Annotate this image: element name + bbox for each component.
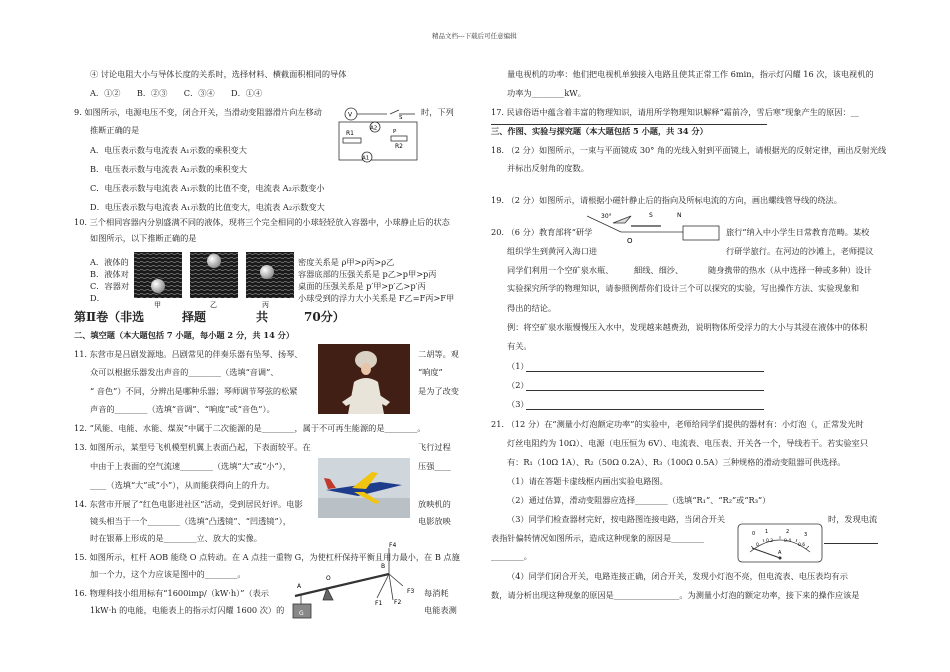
q21-line2: 灯丝电阻约为 10Ω）、电源（电压恒为 6V）、电流表、电压表、开关各一个，导线若干。若实验室只 bbox=[507, 438, 869, 448]
q20-line5: 得出的结论。 bbox=[507, 303, 557, 313]
q19: 19. （2 分）如图所示，请根据小磁针静止后的指向及所标电流的方向，画出螺线管导线的绕法。 bbox=[491, 195, 842, 205]
lever-label-g: G bbox=[299, 610, 304, 617]
q9-text2: 推断正确的是 bbox=[90, 125, 140, 135]
q13-line2: 中由于上表面的空气流速________（选填“大”或“小”）， bbox=[90, 461, 291, 471]
lever-label-b: B bbox=[381, 563, 386, 570]
part2-title-c: 共 bbox=[256, 310, 269, 324]
q11-line3-end: 是为了改变 bbox=[418, 386, 459, 396]
lever-label-o: O bbox=[326, 575, 331, 582]
cup-label-yi: 乙 bbox=[210, 301, 217, 308]
mirror-magnet-figure bbox=[585, 206, 725, 246]
q14-line1: 14. 东营市开展了“红色电影进社区”活动，受到居民好评。电影 bbox=[74, 499, 303, 509]
q11-line2-end: “响度” bbox=[418, 367, 443, 377]
q21-step3-line3: ________。 bbox=[491, 551, 532, 561]
q15-line1: 15. 如图所示，杠杆 AOB 能绕 O 点转动。在 A 点挂一重物 G，为使杠杆保持平衡且用力最小，在 B 点施 bbox=[74, 552, 460, 562]
q20-example2: 有关。 bbox=[507, 341, 532, 351]
q20-line2: 组织学生到黄河入海口进 bbox=[507, 246, 598, 256]
q21-line1: 21. （12 分）在“测量小灯泡额定功率”的实验中，老师给同学们提供的器材有：小灯泡（，正常发光时 bbox=[491, 419, 864, 429]
q20-line3-mid: 細线、细沙、 bbox=[634, 265, 684, 275]
q14-line1-end: 放映机的 bbox=[418, 499, 451, 509]
ammeter-scale-0: 0 bbox=[756, 543, 759, 548]
q20-blank2-label: （2） bbox=[507, 380, 529, 390]
lever-label-a: A bbox=[297, 583, 302, 590]
q10-option-a-end: 密度关系是 ρ甲>ρ丙>ρ乙 bbox=[298, 257, 395, 267]
q11-line1: 11. 东营市是吕剧发源地。吕剧常见的伴奏乐器有坠琴、扬琴、 bbox=[74, 349, 303, 359]
cup-label-bing: 丙 bbox=[262, 301, 269, 308]
ammeter-figure bbox=[736, 522, 824, 566]
ball-yi bbox=[207, 254, 221, 268]
q8-options: A．①② B．②③ C．③④ D．①④ bbox=[90, 88, 263, 98]
circuit-label-a2: A2 bbox=[370, 125, 378, 132]
q21-step3-line2: 表指针偏转情况如图所示，造成这种现象的原因是________ bbox=[491, 533, 704, 543]
q21-step2: （2）通过估算，滑动变阻器应选择________（选填“R₁”、“R₂”或“R₃”） bbox=[507, 495, 771, 505]
containers-figure bbox=[134, 248, 300, 308]
q9-option-d: D．电压表示数与电流表 A₁示数的比值变大，电流表 A₂示数变大 bbox=[90, 202, 325, 212]
ammeter-top-1: 1 bbox=[765, 529, 769, 535]
q12: 12. “风能、电能、水能、煤炭”中属于二次能源的是________，属于不可再生能源的是________。 bbox=[74, 423, 426, 433]
q9-text1: 9. 如图所示，电源电压不变，闭合开关，当滑动变阻器滑片向左移动 bbox=[74, 107, 322, 117]
q9-option-a: A．电压表示数与电流表 A₁示数的乘积变大 bbox=[90, 145, 247, 155]
part2-title-b: 择题 bbox=[182, 310, 207, 324]
magnet-label-n: N bbox=[677, 212, 682, 219]
q10-option-b-start: B．液体对 bbox=[90, 269, 129, 279]
cup-label-jia: 甲 bbox=[154, 301, 161, 308]
q10-option-c-end: 桌面的压强关系是 p′甲>p′乙>p′丙 bbox=[298, 281, 426, 291]
lever-label-f2: F2 bbox=[394, 599, 402, 606]
circuit-label-a1: A1 bbox=[362, 155, 370, 162]
q13-line3: ____（选填“大”或“小”），从而能获得向上的升力。 bbox=[90, 480, 275, 490]
q8-item4: ④ 讨论电阻大小与导体长度的关系时，选择材料、横截面积相同的导体 bbox=[90, 69, 347, 79]
ammeter-top-3: 3 bbox=[804, 532, 808, 538]
q15-line2: 加一个力，这个力应该是图中的________。 bbox=[90, 569, 246, 579]
q10-text1: 10. 三个相同容器内分别盛满不同的液体，现将三个完全相同的小球轻轻放入容器中，小球静止后的状态 bbox=[74, 217, 450, 227]
part2-title-d: 70分） bbox=[304, 310, 345, 324]
section3-title: 三、作图、实验与探究题（本大题包括 5 小题，共 34 分） bbox=[491, 126, 708, 136]
page-header: 精品文档---下载后可任意编辑 bbox=[432, 32, 517, 40]
q20-example1: 例：将空矿泉水瓶慢慢压入水中，发现越来越费劲，说明物体所受浮力的大小与其浸在液体中的体积 bbox=[507, 322, 868, 332]
q18-line1: 18. （2 分）如图所示，一束与平面镜成 30° 角的光线入射到平面镜上，请根据光的反射定律，画出反射光线 bbox=[491, 145, 887, 155]
q16-line2: 1kW·h 的电能，电能表上的指示灯闪耀 1600 次）的 bbox=[90, 605, 285, 615]
section2-title: 二、填空题（本大题包括 7 小题，每小题 2 分，共 14 分） bbox=[74, 330, 295, 340]
q16-line1-end: 每消耗 bbox=[424, 588, 449, 598]
q20-blank1-label: （1） bbox=[507, 361, 529, 371]
q11-line1-end: 二胡等。观 bbox=[418, 349, 459, 359]
q20-line3-end: 随身携带的热水（从中选择一种或多种）设计 bbox=[708, 265, 872, 275]
q20-line3: 同学们利用一个空矿泉水瓶、 bbox=[507, 265, 614, 275]
ammeter-top-0: 0 bbox=[752, 531, 756, 537]
q20-blank1-line bbox=[526, 371, 764, 372]
circuit-label-r2: R2 bbox=[395, 143, 403, 150]
q21-step3: （3）同学们检查器材完好，按电路图连接电路，当闭合开关 bbox=[507, 514, 726, 524]
q21-step1: （1）请在答题卡虚线框内画出实验电路图。 bbox=[507, 476, 668, 486]
q11-line4: 声音的________（选填“音调”、“响度”或“音色”）。 bbox=[90, 404, 275, 414]
q20-blank2-line bbox=[526, 390, 764, 391]
ammeter-scale-04: 0.4 bbox=[784, 539, 792, 544]
ball-bing bbox=[260, 265, 274, 279]
q16-line2-end: 电能表测 bbox=[424, 605, 457, 615]
circuit-label-p: P bbox=[393, 129, 397, 135]
q17: 17. 民谚俗语中蕴含着丰富的物理知识，请用所学物理知识解释“霜前冷，雪后寒”现象产生的原因：__ bbox=[491, 107, 859, 117]
airplane-photo bbox=[318, 458, 410, 518]
magnet-label-s: S bbox=[649, 212, 653, 219]
ammeter-scale-02: 0.2 bbox=[766, 539, 774, 544]
q10-text2: 如图所示，以下推断正确的是 bbox=[90, 233, 197, 243]
q13-line2-end: 压强____ bbox=[418, 461, 451, 471]
q10-option-d-end: 小球受到的浮力大小关系是 F乙=F丙>F甲 bbox=[298, 293, 455, 303]
q14-line2-end: 电影放映 bbox=[418, 516, 451, 526]
q20-line4: 实验探究所学的物理知识，请参照例帮你们设计三个可以探究的实验，写出操作方法、实验现象和 bbox=[507, 283, 860, 293]
lever-label-f3: F3 bbox=[407, 588, 415, 595]
q21-step5: 数，请分析出现这种现象的原因是________________。为测量小灯泡的额定功率，接下来的操作应该是 bbox=[491, 590, 860, 600]
q10-option-b-end: 容器底部的压强关系是 p乙>p甲>p丙 bbox=[298, 269, 437, 279]
q21-line3: 有：R₁（10Ω 1A）、R₂（50Ω 0.2A）、R₃（100Ω 0.5A）三种规格的滑动变阻器可供选择。 bbox=[507, 457, 846, 467]
circuit-label-v: V bbox=[348, 111, 353, 119]
q20-blank3-line bbox=[526, 409, 764, 410]
mirror-point-o: O bbox=[627, 237, 633, 245]
q20-line1: 20. （6 分）教育部将“研学 bbox=[491, 227, 593, 237]
q9-option-b: B．电压表示数与电流表 A₂示数的乘积变大 bbox=[90, 164, 248, 174]
q9-option-c: C．电压表示数与电流表 A₁示数的比值不变，电流表 A₂示数变小 bbox=[90, 183, 325, 193]
q21-step3-end: 时，发现电流 bbox=[828, 514, 878, 524]
q10-option-a-start: A．液体的 bbox=[90, 257, 129, 267]
q21-step4: （4）同学们闭合开关，电路连接正确，闭合开关，发现小灯泡不亮，但电流表、电压表均有示 bbox=[507, 571, 848, 581]
ammeter-unit: A bbox=[778, 550, 782, 556]
opera-photo bbox=[318, 344, 410, 414]
q13-line1-end: 飞行过程 bbox=[418, 442, 451, 452]
ball-jia bbox=[151, 279, 165, 293]
q16-line1: 16. 物理科技小组用标有“1600imp/（kW·h）”（表示 bbox=[74, 588, 269, 598]
q14-line2: 镜头相当于一个________（选填“凸透镜”、“凹透镜”）， bbox=[90, 516, 291, 526]
lever-figure bbox=[285, 538, 425, 620]
q18-line2: 并标出反射角的度数。 bbox=[507, 163, 589, 173]
q9-text1b: 时，下列 bbox=[421, 107, 454, 117]
ammeter-scale-06: 0.6 bbox=[798, 543, 806, 548]
q14-line3: 时在银幕上形成的是________立、放大的实像。 bbox=[90, 533, 262, 543]
q13-line1: 13. 如图所示，某型号飞机模型机翼上表面凸起，下表面较平。在 bbox=[74, 442, 311, 452]
q20-line1-end: 旅行”纳入中小学生日常教育范畴。某校 bbox=[726, 227, 870, 237]
lever-label-f1: F1 bbox=[375, 600, 383, 607]
q11-line3: “ 音色”）不同，分辨出是哪种乐器；琴师调节琴弦的松紧 bbox=[90, 386, 298, 396]
mirror-angle-label: 30° bbox=[601, 213, 612, 220]
lever-label-f4: F4 bbox=[389, 542, 397, 549]
part2-title-a: 第Ⅱ卷（非选 bbox=[74, 310, 145, 324]
q17-answer-line bbox=[491, 124, 767, 125]
q20-line2-end: 行研学旅行。在河边的沙滩上，老师提议 bbox=[726, 246, 874, 256]
q20-blank3-label: （3） bbox=[507, 399, 529, 409]
circuit-figure bbox=[335, 102, 420, 164]
q10-option-c-start: C．容器对 bbox=[90, 281, 130, 291]
ammeter-top-2: 2 bbox=[786, 529, 790, 535]
q11-line2: 众可以根据乐器发出声音的________（选填“音调”、 bbox=[90, 367, 279, 377]
q16-line4: 功率为________kW。 bbox=[507, 88, 586, 98]
circuit-label-r1: R1 bbox=[346, 130, 354, 137]
q16-line3: 量电视机的功率：他们把电视机单独接入电路且使其正常工作 6min，指示灯闪耀 16 次，该电视机的 bbox=[507, 69, 874, 79]
q10-option-d-start: D． bbox=[90, 293, 105, 303]
q21-step3-blank bbox=[824, 543, 878, 544]
circuit-label-s: S bbox=[399, 115, 403, 121]
